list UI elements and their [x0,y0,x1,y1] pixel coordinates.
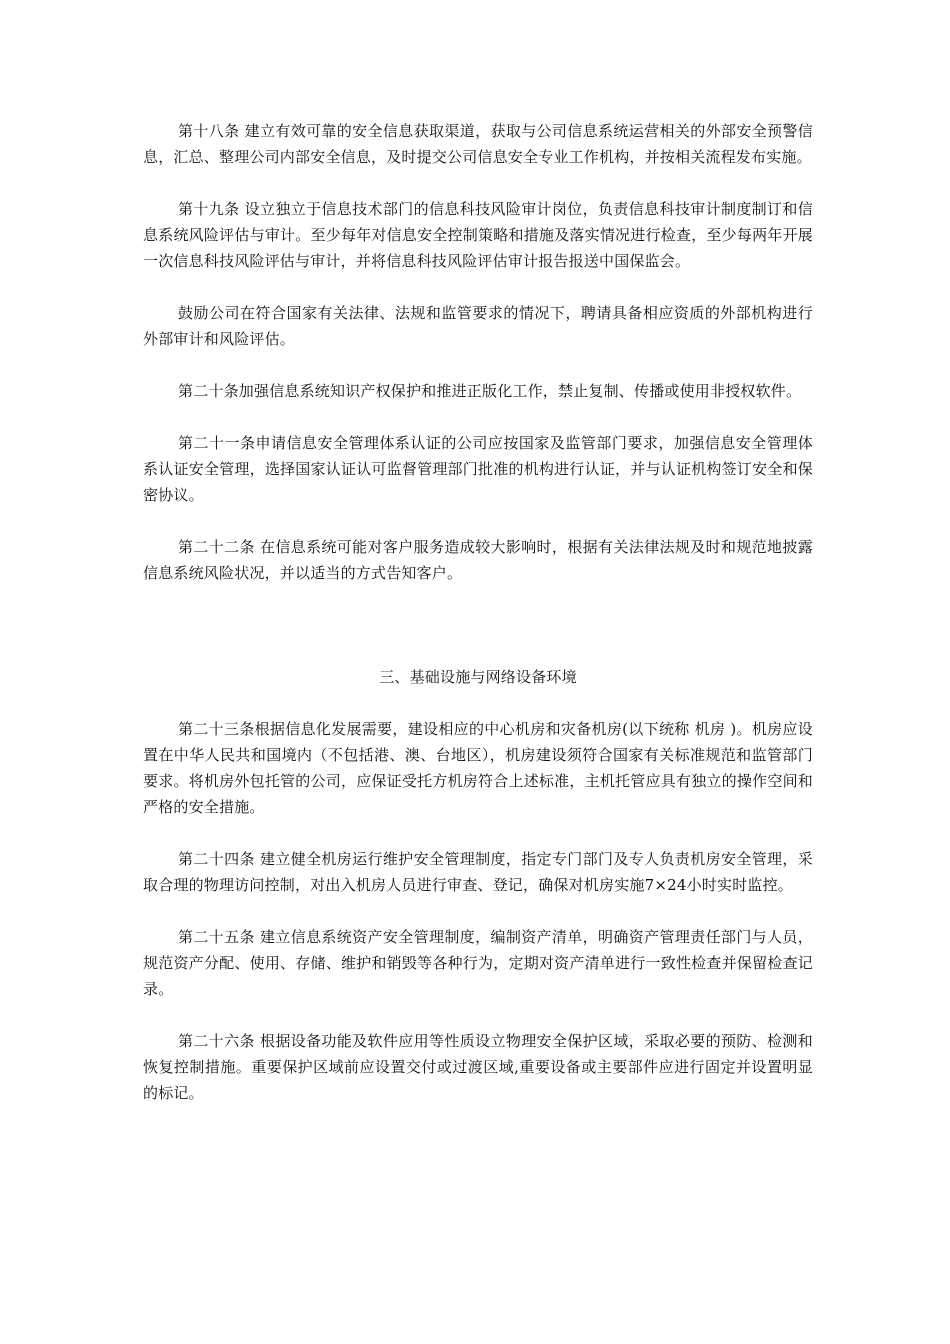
article-20: 第二十条加强信息系统知识产权保护和推进正版化工作，禁止复制、传播或使用非授权软件。 [178,382,802,400]
paragraph-gap [143,508,813,534]
paragraph-gap [143,898,813,924]
paragraph-gap [143,820,813,846]
article-25: 第二十五条 建立信息系统资产安全管理制度，编制资产清单，明确资产管理责任部门与人员，规范资产分配、使用、存储、维护和销毁等各种行为，定期对资产清单进行一致性检查并保留检查记录。 [143,928,813,998]
paragraph-gap [143,352,813,378]
article-19: 第十九条 设立独立于信息技术部门的信息科技风险审计岗位，负责信息科技审计制度制订和信息系统风险评估与审计。至少每年对信息安全控制策略和措施及落实情况进行检查，至少每两年开展一次信息科技风险评估与审计，并将信息科技风险评估审计报告报送中国保监会。 [143,200,813,270]
section-gap [143,586,813,664]
article-18: 第十八条 建立有效可靠的安全信息获取渠道，获取与公司信息系统运营相关的外部安全预警信息，汇总、整理公司内部安全信息，及时提交公司信息安全专业工作机构，并按相关流程发布实施。 [143,122,813,166]
paragraph-gap [143,1002,813,1028]
document-page [143,118,813,1106]
paragraph-gap [143,690,813,716]
paragraph-gap [143,274,813,300]
article-19-supplement: 鼓励公司在符合国家有关法律、法规和监管要求的情况下，聘请具备相应资质的外部机构进行外部审计和风险评估。 [143,304,813,348]
article-26: 第二十六条 根据设备功能及软件应用等性质设立物理安全保护区域，采取必要的预防、检测和恢复控制措施。重要保护区域前应设置交付或过渡区域,重要设备或主要部件应进行固定并设置明显的标记。 [143,1032,813,1102]
article-24: 第二十四条 建立健全机房运行维护安全管理制度，指定专门部门及专人负责机房安全管理，采取合理的物理访问控制，对出入机房人员进行审查、登记，确保对机房实施7×24小时实时监控。 [143,850,813,894]
paragraph-gap [143,170,813,196]
paragraph-gap [143,404,813,430]
article-21: 第二十一条申请信息安全管理体系认证的公司应按国家及监管部门要求，加强信息安全管理体系认证安全管理，选择国家认证认可监督管理部门批准的机构进行认证，并与认证机构签订安全和保密协议。 [143,434,813,504]
section-heading: 三、基础设施与网络设备环境 [379,668,577,686]
article-23: 第二十三条根据信息化发展需要，建设相应的中心机房和灾备机房(以下统称 机房 )。机房应设置在中华人民共和国境内（不包括港、澳、台地区），机房建设须符合国家有关标准规范和监管部门要求。将机房外包托管的公司，应保证受托方机房符合上述标准，主机托管应具有独立的操作空间和严格的安全措施。 [143,720,813,816]
article-22: 第二十二条 在信息系统可能对客户服务造成较大影响时，根据有关法律法规及时和规范地披露信息系统风险状况，并以适当的方式告知客户。 [143,538,813,582]
